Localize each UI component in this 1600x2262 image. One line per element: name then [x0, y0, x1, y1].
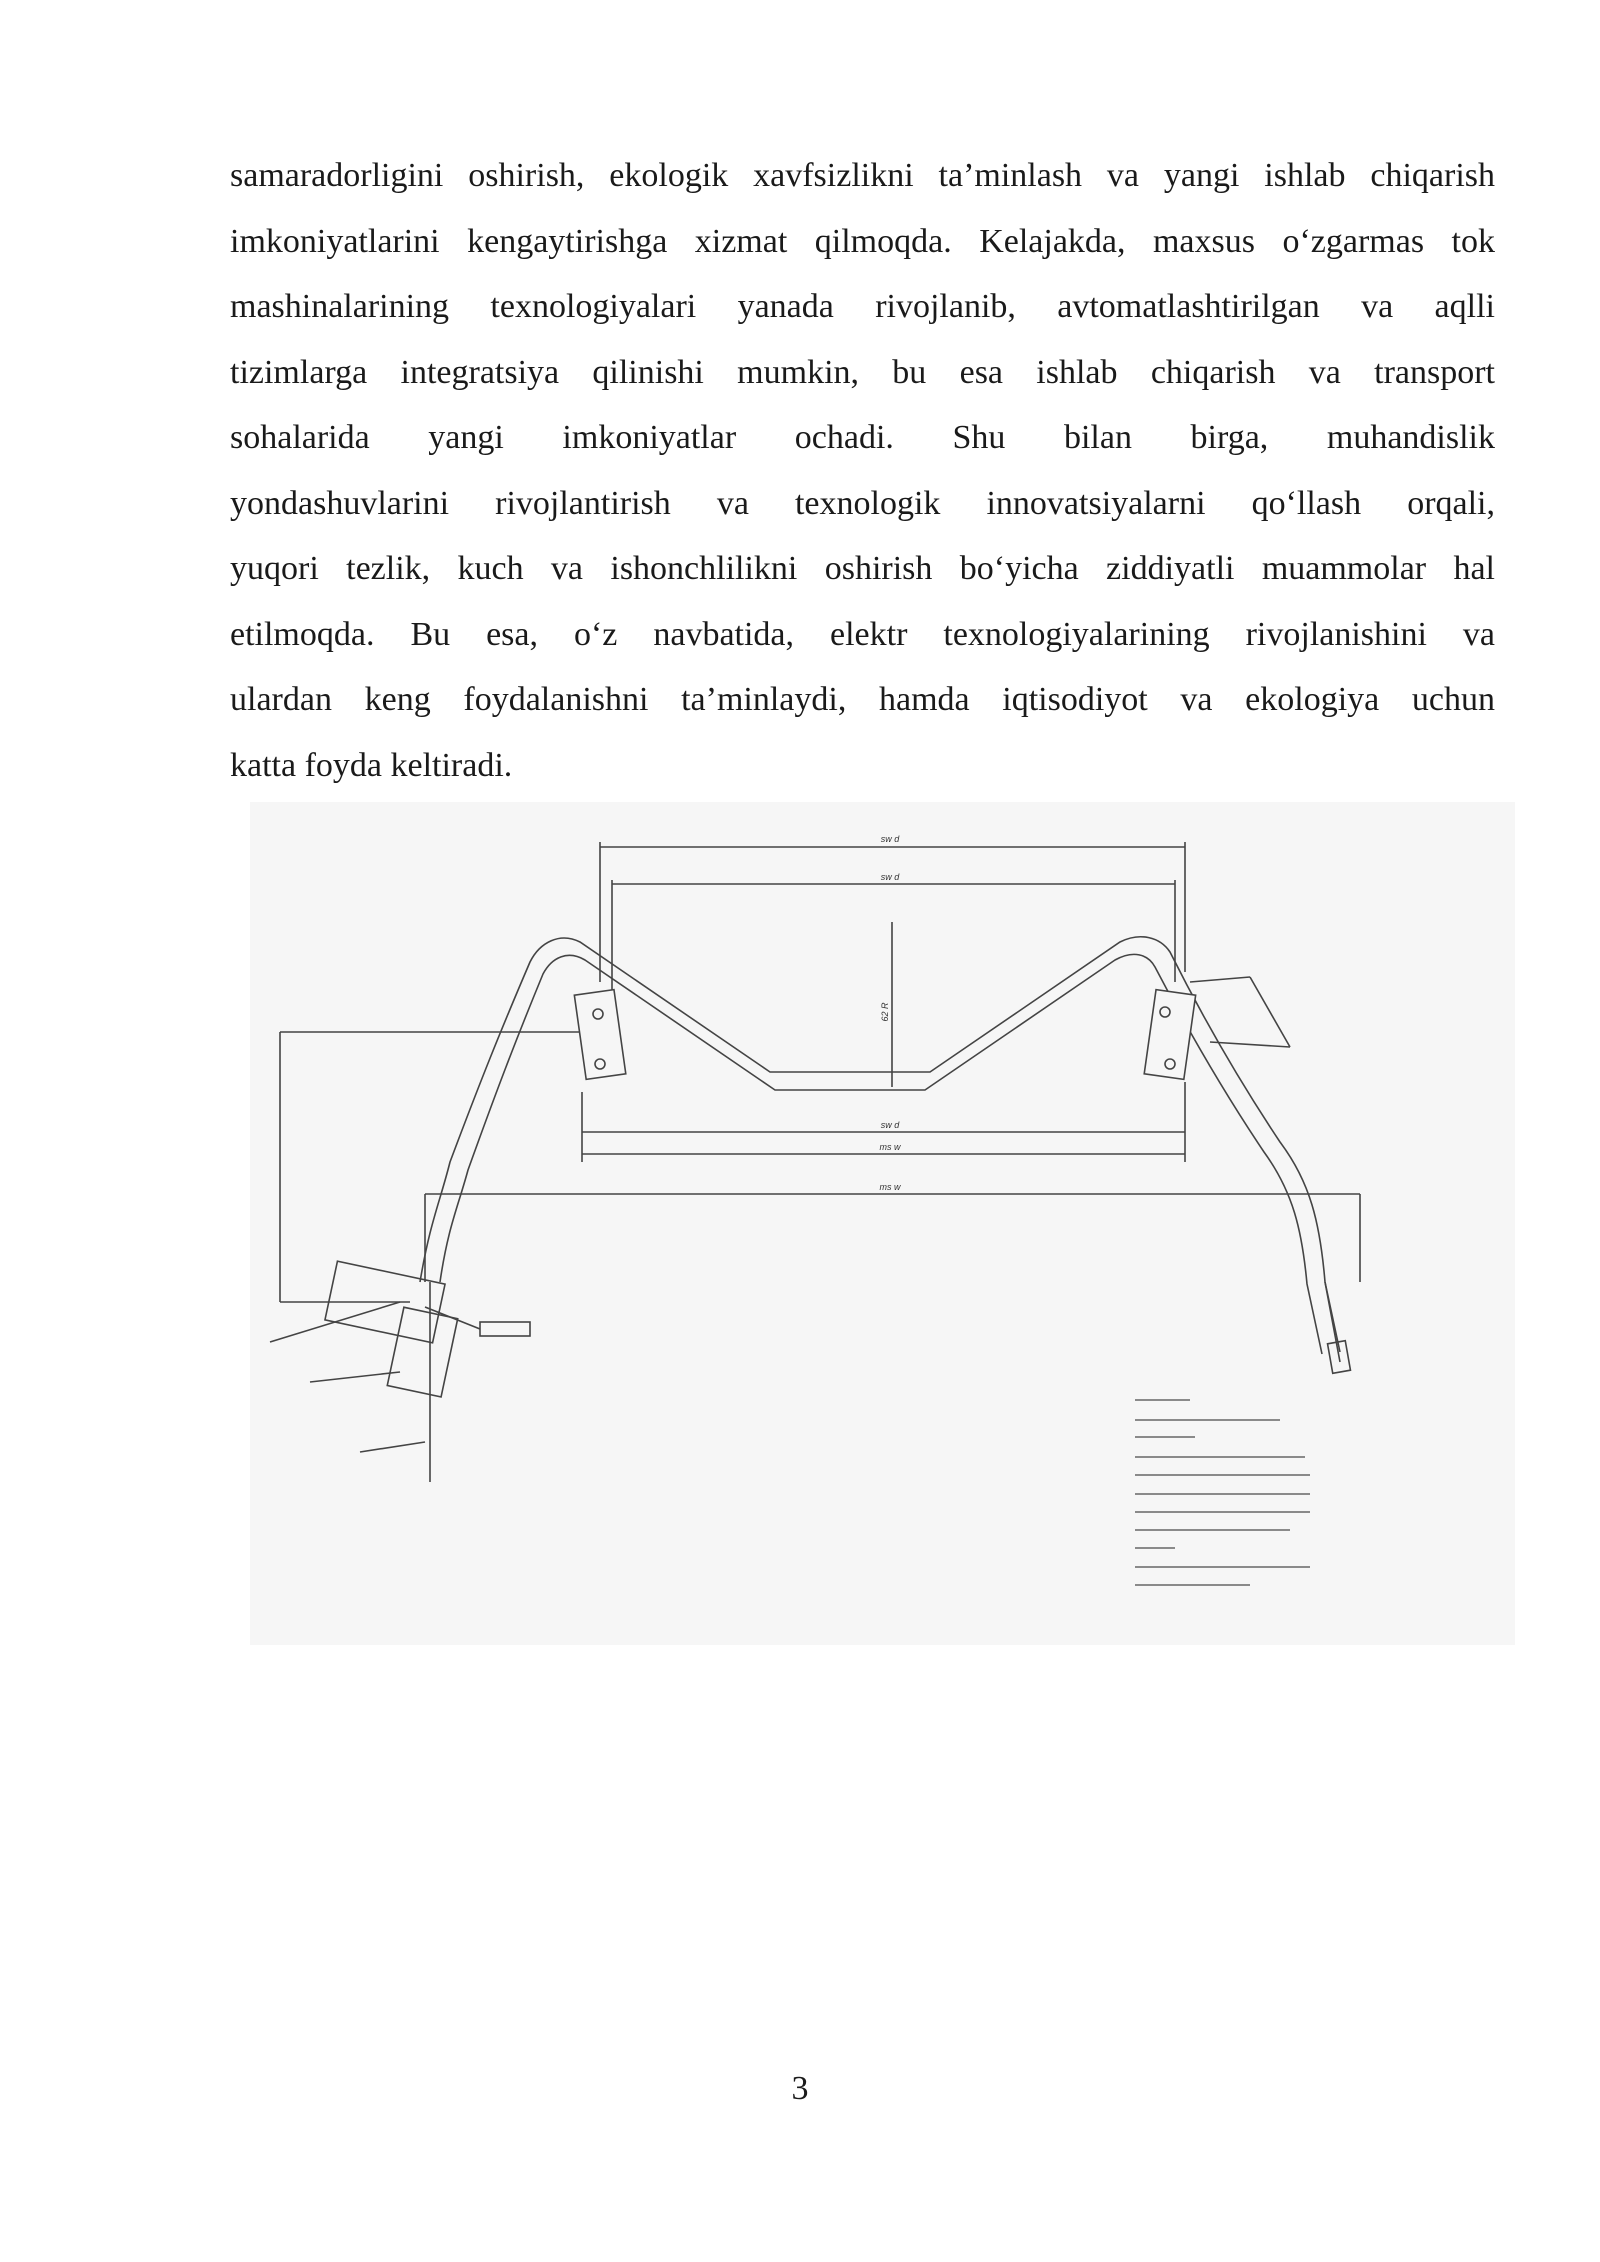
dimension-label: sw d — [880, 1120, 900, 1130]
notes-block — [1135, 1400, 1310, 1585]
dimension-label: sw d — [880, 834, 900, 844]
paragraph-line: sohalarida yangi imkoniyatlar ochadi. Shu bilan birga, muhandislik — [230, 419, 1495, 456]
dimension-label: sw d — [880, 872, 900, 882]
paragraph-line: imkoniyatlarini kengaytirishga xizmat qilmoqda. Kelajakda, maxsus o‘zgarmas tok — [230, 222, 1495, 260]
paragraph-line: tizimlarga integratsiya qilinishi mumkin, bu esa ishlab chiqarish va transport — [230, 353, 1495, 391]
paragraph-line: ulardan keng foydalanishni ta’minlaydi, hamda iqtisodiyot va ekologiya uchun — [230, 681, 1495, 718]
body-paragraph — [230, 143, 1495, 798]
paragraph-line: yuqori tezlik, kuch va ishonchlilikni oshirish bo‘yicha ziddiyatli muammolar hal — [230, 550, 1495, 587]
paragraph-line: yondashuvlarini rivojlantirish va texnologik innovatsiyalarni qo‘llash orqali, — [230, 484, 1495, 522]
paragraph-line: samaradorligini oshirish, ekologik xavfsizlikni ta’minlash va yangi ishlab chiqarish — [230, 157, 1495, 194]
paragraph-line: katta foyda keltiradi. — [230, 746, 513, 784]
stabilizer-bar-drawing — [250, 802, 1515, 1645]
dimension-label: 62 R — [880, 1002, 890, 1022]
paragraph-line: mashinalarining texnologiyalari yanada rivojlanib, avtomatlashtirilgan va aqlli — [230, 288, 1495, 325]
technical-drawing-figure — [250, 802, 1515, 1645]
dimension-label: ms w — [879, 1142, 901, 1152]
dimension-label: ms w — [879, 1182, 901, 1192]
page-number: 3 — [791, 2070, 809, 2107]
paragraph-line: etilmoqda. Bu esa, o‘z navbatida, elektr texnologiyalarining rivojlanishini va — [230, 615, 1495, 653]
